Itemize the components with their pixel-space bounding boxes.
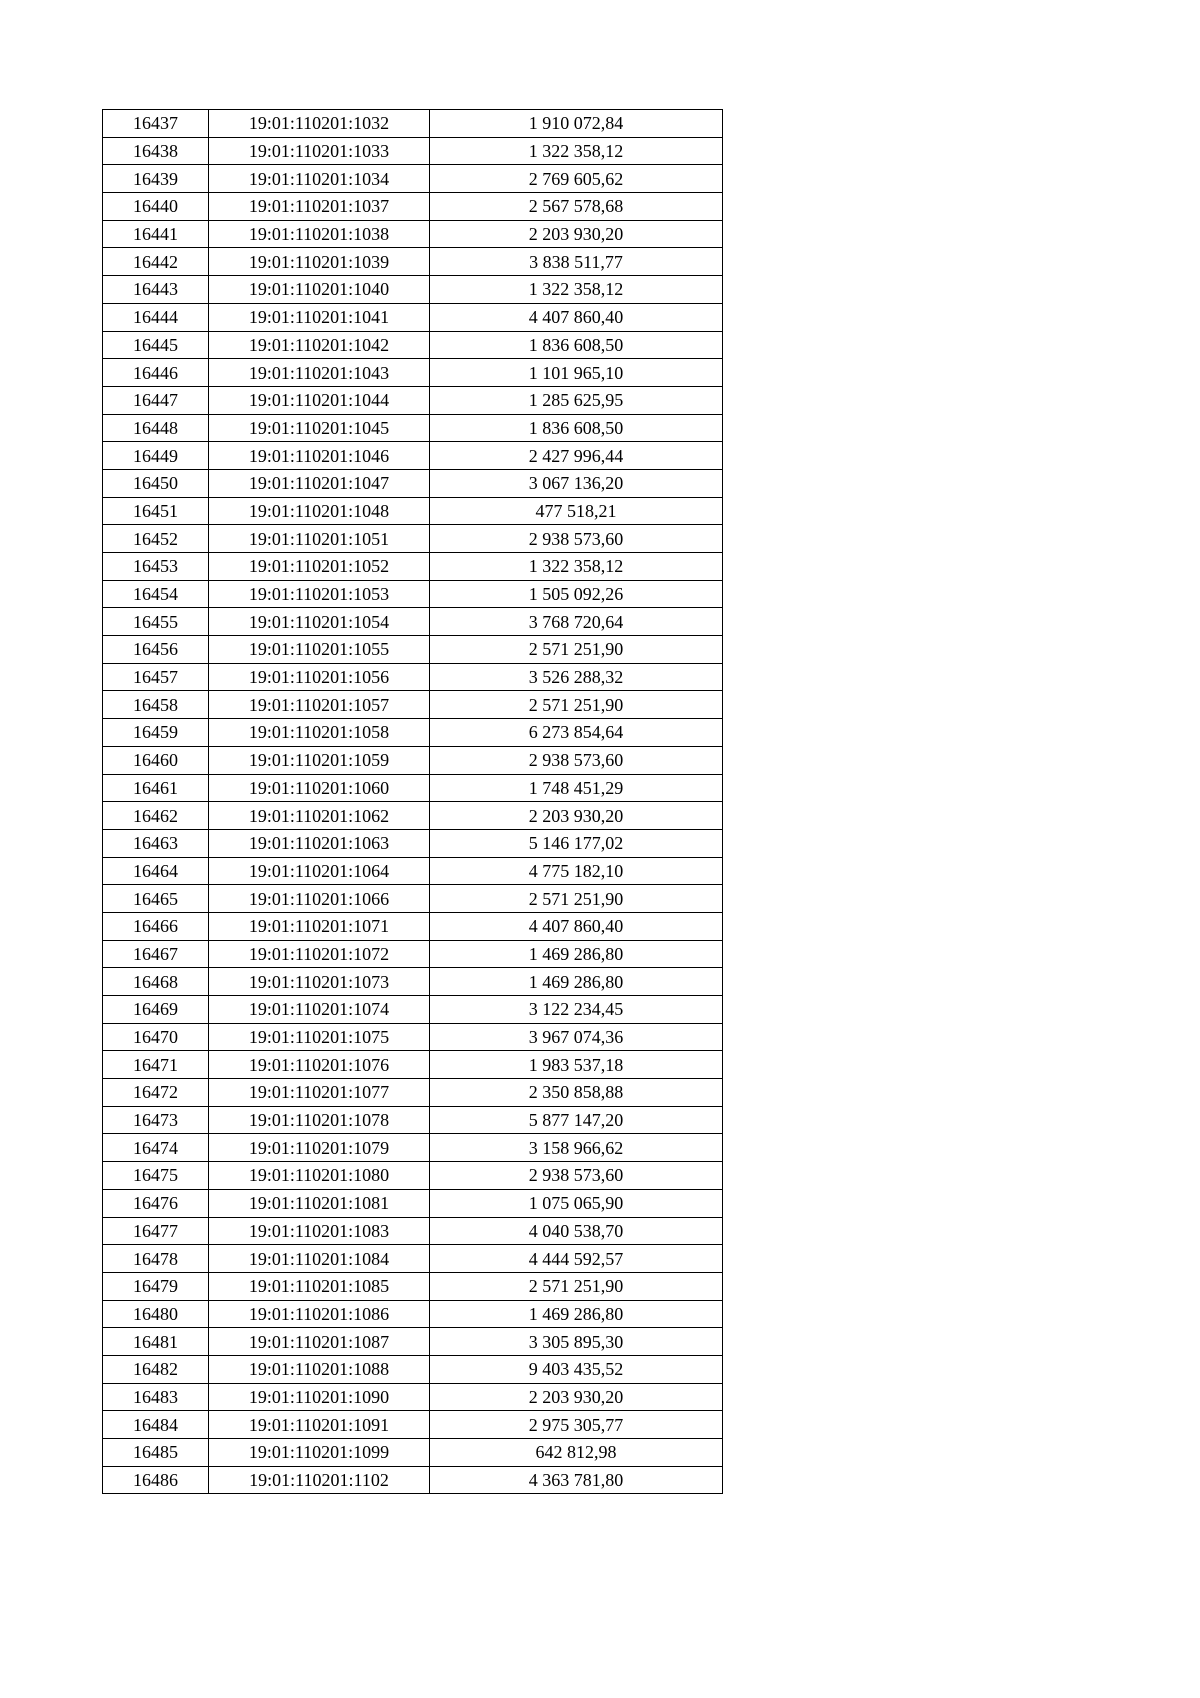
cadastral-number-cell: 19:01:110201:1052	[209, 553, 430, 581]
table-row	[103, 1272, 723, 1300]
row-number-cell: 16460	[103, 746, 209, 774]
row-number-cell: 16444	[103, 303, 209, 331]
row-number-cell: 16470	[103, 1023, 209, 1051]
cadastral-value-cell: 1 836 608,50	[430, 331, 723, 359]
table-row	[103, 1328, 723, 1356]
row-number-cell: 16476	[103, 1189, 209, 1217]
cadastral-number-cell: 19:01:110201:1046	[209, 442, 430, 470]
cadastral-number-cell: 19:01:110201:1039	[209, 248, 430, 276]
cadastral-number-cell: 19:01:110201:1056	[209, 663, 430, 691]
row-number-cell: 16483	[103, 1383, 209, 1411]
table-body	[103, 110, 723, 1494]
cadastral-value-cell: 1 748 451,29	[430, 774, 723, 802]
row-number-cell: 16474	[103, 1134, 209, 1162]
cadastral-number-cell: 19:01:110201:1072	[209, 940, 430, 968]
cadastral-number-cell: 19:01:110201:1087	[209, 1328, 430, 1356]
row-number-cell: 16447	[103, 386, 209, 414]
cadastral-number-cell: 19:01:110201:1060	[209, 774, 430, 802]
row-number-cell: 16465	[103, 885, 209, 913]
cadastral-number-cell: 19:01:110201:1080	[209, 1162, 430, 1190]
cadastral-number-cell: 19:01:110201:1083	[209, 1217, 430, 1245]
cadastral-number-cell: 19:01:110201:1090	[209, 1383, 430, 1411]
row-number-cell: 16472	[103, 1079, 209, 1107]
cadastral-value-table	[102, 109, 723, 1494]
cadastral-value-cell: 1 505 092,26	[430, 580, 723, 608]
cadastral-value-cell: 2 938 573,60	[430, 525, 723, 553]
row-number-cell: 16448	[103, 414, 209, 442]
cadastral-value-cell: 4 040 538,70	[430, 1217, 723, 1245]
table-row	[103, 359, 723, 387]
table-row	[103, 1189, 723, 1217]
cadastral-value-cell: 2 203 930,20	[430, 1383, 723, 1411]
table-row	[103, 580, 723, 608]
row-number-cell: 16439	[103, 165, 209, 193]
cadastral-number-cell: 19:01:110201:1041	[209, 303, 430, 331]
cadastral-value-cell: 5 146 177,02	[430, 829, 723, 857]
row-number-cell: 16456	[103, 636, 209, 664]
cadastral-number-cell: 19:01:110201:1075	[209, 1023, 430, 1051]
cadastral-number-cell: 19:01:110201:1058	[209, 719, 430, 747]
table-row	[103, 220, 723, 248]
table-row	[103, 442, 723, 470]
table-row	[103, 1079, 723, 1107]
row-number-cell: 16466	[103, 912, 209, 940]
table-row	[103, 1134, 723, 1162]
table-row	[103, 940, 723, 968]
cadastral-number-cell: 19:01:110201:1079	[209, 1134, 430, 1162]
table-row	[103, 1466, 723, 1494]
table-row	[103, 885, 723, 913]
table-row	[103, 497, 723, 525]
cadastral-number-cell: 19:01:110201:1034	[209, 165, 430, 193]
cadastral-number-cell: 19:01:110201:1033	[209, 137, 430, 165]
cadastral-number-cell: 19:01:110201:1045	[209, 414, 430, 442]
table-row	[103, 996, 723, 1024]
row-number-cell: 16461	[103, 774, 209, 802]
cadastral-number-cell: 19:01:110201:1037	[209, 193, 430, 221]
cadastral-value-cell: 1 101 965,10	[430, 359, 723, 387]
row-number-cell: 16455	[103, 608, 209, 636]
cadastral-number-cell: 19:01:110201:1044	[209, 386, 430, 414]
table-row	[103, 1411, 723, 1439]
table-row	[103, 1106, 723, 1134]
cadastral-number-cell: 19:01:110201:1062	[209, 802, 430, 830]
row-number-cell: 16452	[103, 525, 209, 553]
table-row	[103, 1439, 723, 1467]
cadastral-value-cell: 1 469 286,80	[430, 940, 723, 968]
cadastral-value-cell: 3 768 720,64	[430, 608, 723, 636]
row-number-cell: 16462	[103, 802, 209, 830]
row-number-cell: 16459	[103, 719, 209, 747]
row-number-cell: 16446	[103, 359, 209, 387]
table-row	[103, 414, 723, 442]
cadastral-value-cell: 2 567 578,68	[430, 193, 723, 221]
cadastral-value-cell: 3 526 288,32	[430, 663, 723, 691]
table-row	[103, 1245, 723, 1273]
cadastral-value-cell: 3 067 136,20	[430, 469, 723, 497]
cadastral-value-cell: 3 838 511,77	[430, 248, 723, 276]
cadastral-number-cell: 19:01:110201:1032	[209, 110, 430, 138]
table-row	[103, 912, 723, 940]
cadastral-value-cell: 2 571 251,90	[430, 1272, 723, 1300]
cadastral-number-cell: 19:01:110201:1091	[209, 1411, 430, 1439]
table-row	[103, 774, 723, 802]
cadastral-number-cell: 19:01:110201:1057	[209, 691, 430, 719]
cadastral-value-cell: 3 305 895,30	[430, 1328, 723, 1356]
cadastral-number-cell: 19:01:110201:1102	[209, 1466, 430, 1494]
cadastral-value-cell: 1 322 358,12	[430, 137, 723, 165]
cadastral-number-cell: 19:01:110201:1059	[209, 746, 430, 774]
table-row	[103, 276, 723, 304]
cadastral-number-cell: 19:01:110201:1051	[209, 525, 430, 553]
cadastral-value-cell: 1 469 286,80	[430, 968, 723, 996]
table-row	[103, 331, 723, 359]
cadastral-value-cell: 1 836 608,50	[430, 414, 723, 442]
row-number-cell: 16443	[103, 276, 209, 304]
row-number-cell: 16478	[103, 1245, 209, 1273]
cadastral-number-cell: 19:01:110201:1043	[209, 359, 430, 387]
cadastral-number-cell: 19:01:110201:1048	[209, 497, 430, 525]
row-number-cell: 16438	[103, 137, 209, 165]
cadastral-number-cell: 19:01:110201:1074	[209, 996, 430, 1024]
table-row	[103, 1051, 723, 1079]
cadastral-value-cell: 477 518,21	[430, 497, 723, 525]
cadastral-value-cell: 4 407 860,40	[430, 912, 723, 940]
row-number-cell: 16469	[103, 996, 209, 1024]
cadastral-value-cell: 4 363 781,80	[430, 1466, 723, 1494]
cadastral-number-cell: 19:01:110201:1047	[209, 469, 430, 497]
row-number-cell: 16454	[103, 580, 209, 608]
cadastral-value-cell: 2 938 573,60	[430, 746, 723, 774]
row-number-cell: 16450	[103, 469, 209, 497]
row-number-cell: 16484	[103, 1411, 209, 1439]
row-number-cell: 16445	[103, 331, 209, 359]
row-number-cell: 16481	[103, 1328, 209, 1356]
table-row	[103, 829, 723, 857]
cadastral-number-cell: 19:01:110201:1064	[209, 857, 430, 885]
cadastral-value-cell: 3 158 966,62	[430, 1134, 723, 1162]
row-number-cell: 16453	[103, 553, 209, 581]
cadastral-value-cell: 1 322 358,12	[430, 276, 723, 304]
cadastral-value-cell: 2 571 251,90	[430, 636, 723, 664]
cadastral-number-cell: 19:01:110201:1054	[209, 608, 430, 636]
row-number-cell: 16485	[103, 1439, 209, 1467]
table-row	[103, 303, 723, 331]
table-row	[103, 1300, 723, 1328]
cadastral-value-cell: 6 273 854,64	[430, 719, 723, 747]
cadastral-number-cell: 19:01:110201:1076	[209, 1051, 430, 1079]
cadastral-number-cell: 19:01:110201:1084	[209, 1245, 430, 1273]
cadastral-value-cell: 2 571 251,90	[430, 885, 723, 913]
cadastral-value-cell: 5 877 147,20	[430, 1106, 723, 1134]
cadastral-value-cell: 3 122 234,45	[430, 996, 723, 1024]
row-number-cell: 16482	[103, 1355, 209, 1383]
table-row	[103, 469, 723, 497]
cadastral-value-cell: 1 285 625,95	[430, 386, 723, 414]
table-row	[103, 663, 723, 691]
row-number-cell: 16463	[103, 829, 209, 857]
cadastral-value-cell: 2 427 996,44	[430, 442, 723, 470]
cadastral-number-cell: 19:01:110201:1077	[209, 1079, 430, 1107]
cadastral-value-cell: 1 469 286,80	[430, 1300, 723, 1328]
table-row	[103, 137, 723, 165]
table-row	[103, 1217, 723, 1245]
cadastral-value-cell: 4 775 182,10	[430, 857, 723, 885]
table-row	[103, 1355, 723, 1383]
row-number-cell: 16479	[103, 1272, 209, 1300]
cadastral-number-cell: 19:01:110201:1055	[209, 636, 430, 664]
table-row	[103, 110, 723, 138]
cadastral-value-cell: 2 203 930,20	[430, 802, 723, 830]
row-number-cell: 16457	[103, 663, 209, 691]
cadastral-value-cell: 2 350 858,88	[430, 1079, 723, 1107]
cadastral-number-cell: 19:01:110201:1066	[209, 885, 430, 913]
table-row	[103, 857, 723, 885]
cadastral-number-cell: 19:01:110201:1085	[209, 1272, 430, 1300]
table-row	[103, 248, 723, 276]
table-row	[103, 386, 723, 414]
table-row	[103, 525, 723, 553]
row-number-cell: 16437	[103, 110, 209, 138]
cadastral-number-cell: 19:01:110201:1071	[209, 912, 430, 940]
row-number-cell: 16477	[103, 1217, 209, 1245]
cadastral-value-cell: 2 769 605,62	[430, 165, 723, 193]
row-number-cell: 16442	[103, 248, 209, 276]
cadastral-number-cell: 19:01:110201:1053	[209, 580, 430, 608]
row-number-cell: 16441	[103, 220, 209, 248]
table-row	[103, 1383, 723, 1411]
cadastral-number-cell: 19:01:110201:1063	[209, 829, 430, 857]
row-number-cell: 16468	[103, 968, 209, 996]
table-row	[103, 1023, 723, 1051]
table-row	[103, 968, 723, 996]
row-number-cell: 16449	[103, 442, 209, 470]
cadastral-value-cell: 642 812,98	[430, 1439, 723, 1467]
cadastral-value-cell: 9 403 435,52	[430, 1355, 723, 1383]
cadastral-number-cell: 19:01:110201:1081	[209, 1189, 430, 1217]
row-number-cell: 16458	[103, 691, 209, 719]
cadastral-number-cell: 19:01:110201:1042	[209, 331, 430, 359]
cadastral-value-cell: 1 910 072,84	[430, 110, 723, 138]
row-number-cell: 16467	[103, 940, 209, 968]
cadastral-value-cell: 1 983 537,18	[430, 1051, 723, 1079]
cadastral-value-cell: 1 322 358,12	[430, 553, 723, 581]
row-number-cell: 16471	[103, 1051, 209, 1079]
cadastral-value-cell: 4 444 592,57	[430, 1245, 723, 1273]
table-row	[103, 553, 723, 581]
table-row	[103, 691, 723, 719]
cadastral-number-cell: 19:01:110201:1086	[209, 1300, 430, 1328]
cadastral-number-cell: 19:01:110201:1099	[209, 1439, 430, 1467]
cadastral-number-cell: 19:01:110201:1073	[209, 968, 430, 996]
cadastral-number-cell: 19:01:110201:1088	[209, 1355, 430, 1383]
table-row	[103, 802, 723, 830]
cadastral-number-cell: 19:01:110201:1078	[209, 1106, 430, 1134]
row-number-cell: 16473	[103, 1106, 209, 1134]
row-number-cell: 16486	[103, 1466, 209, 1494]
cadastral-value-cell: 2 975 305,77	[430, 1411, 723, 1439]
row-number-cell: 16480	[103, 1300, 209, 1328]
cadastral-value-cell: 2 571 251,90	[430, 691, 723, 719]
row-number-cell: 16440	[103, 193, 209, 221]
cadastral-value-cell: 3 967 074,36	[430, 1023, 723, 1051]
row-number-cell: 16464	[103, 857, 209, 885]
table-row	[103, 719, 723, 747]
cadastral-value-cell: 2 203 930,20	[430, 220, 723, 248]
table-row	[103, 636, 723, 664]
cadastral-number-cell: 19:01:110201:1038	[209, 220, 430, 248]
row-number-cell: 16475	[103, 1162, 209, 1190]
cadastral-value-cell: 4 407 860,40	[430, 303, 723, 331]
cadastral-value-cell: 2 938 573,60	[430, 1162, 723, 1190]
table-row	[103, 608, 723, 636]
cadastral-number-cell: 19:01:110201:1040	[209, 276, 430, 304]
table-row	[103, 165, 723, 193]
table-row	[103, 1162, 723, 1190]
table-row	[103, 746, 723, 774]
row-number-cell: 16451	[103, 497, 209, 525]
table-row	[103, 193, 723, 221]
cadastral-value-cell: 1 075 065,90	[430, 1189, 723, 1217]
